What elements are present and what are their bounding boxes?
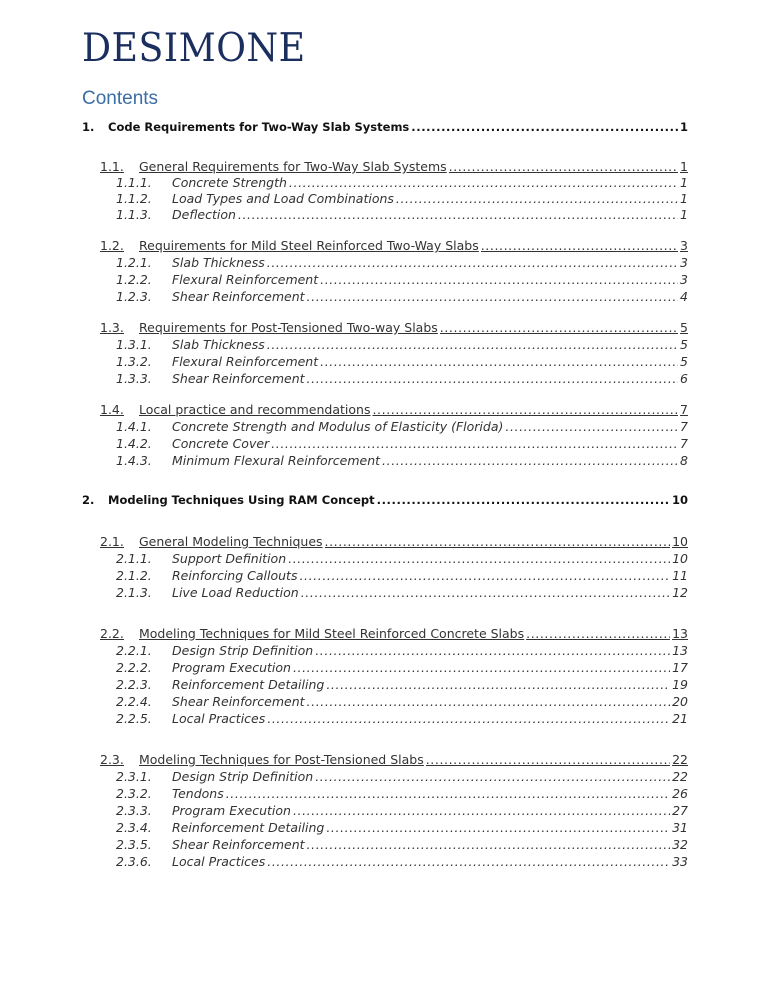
toc-entry-title[interactable]: Design Strip Definition — [172, 643, 314, 658]
toc-entry-level-2[interactable] — [100, 534, 688, 552]
toc-entry-title[interactable]: Minimum Flexural Reinforcement — [172, 453, 381, 468]
toc-entry-title[interactable]: Design Strip Definition — [172, 769, 314, 784]
toc-dot-leader — [307, 371, 679, 386]
toc-entry-title[interactable]: Local Practices — [172, 711, 266, 726]
toc-entry-title[interactable]: Flexural Reinforcement — [172, 272, 319, 287]
toc-entry-number: 2.2.5. — [116, 711, 152, 726]
toc-entry-page-number[interactable]: 3 — [680, 238, 688, 253]
toc-dot-leader — [481, 238, 678, 253]
toc-dot-leader — [301, 585, 670, 600]
toc-dot-leader — [267, 255, 678, 270]
toc-entry-number: 2. — [82, 493, 95, 507]
toc-dot-leader — [326, 820, 670, 835]
toc-entry-page-number[interactable]: 3 — [680, 272, 688, 287]
toc-entry-page-number[interactable]: 5 — [680, 337, 688, 352]
toc-entry-page-number[interactable]: 27 — [672, 803, 688, 818]
toc-entry-level-3[interactable] — [116, 419, 688, 437]
toc-entry-page-number[interactable]: 5 — [680, 320, 688, 335]
toc-entry-page-number[interactable]: 7 — [680, 419, 688, 434]
toc-dot-leader — [267, 711, 670, 726]
toc-entry-title[interactable]: Program Execution — [172, 803, 291, 818]
toc-entry-number: 1.4. — [100, 402, 124, 417]
toc-entry-level-3[interactable] — [116, 371, 688, 389]
toc-entry-page-number[interactable]: 11 — [672, 568, 688, 583]
toc-entry-title[interactable]: Load Types and Load Combinations — [172, 191, 394, 206]
toc-entry-level-3[interactable] — [116, 643, 688, 661]
toc-entry-number: 2.3.6. — [116, 854, 152, 869]
toc-dot-leader — [396, 191, 678, 206]
toc-dot-leader — [226, 786, 670, 801]
toc-entry-number: 2.3. — [100, 752, 124, 767]
toc-entry-number: 2.3.4. — [116, 820, 152, 835]
toc-entry-level-3[interactable] — [116, 551, 688, 569]
toc-entry-number: 2.2.3. — [116, 677, 152, 692]
toc-entry-number: 1.3.2. — [116, 354, 152, 369]
toc-dot-leader — [238, 207, 678, 222]
toc-entry-number: 2.1.1. — [116, 551, 152, 566]
toc-dot-leader — [377, 493, 670, 507]
toc-entry-number: 1.3.3. — [116, 371, 152, 386]
toc-entry-level-3[interactable] — [116, 711, 688, 729]
toc-entry-level-3[interactable] — [116, 289, 688, 307]
toc-entry-level-3[interactable] — [116, 354, 688, 372]
toc-entry-title[interactable]: Shear Reinforcement — [172, 371, 305, 386]
toc-dot-leader — [326, 677, 670, 692]
toc-entry-level-3[interactable] — [116, 769, 688, 787]
toc-entry-number: 2.2.4. — [116, 694, 152, 709]
toc-dot-leader — [267, 854, 670, 869]
toc-entry-level-3[interactable] — [116, 837, 688, 855]
toc-dot-leader — [289, 175, 678, 190]
toc-entry-title[interactable]: Reinforcement Detailing — [172, 820, 325, 835]
toc-entry-number: 1.2. — [100, 238, 124, 253]
toc-entry-page-number[interactable]: 3 — [680, 255, 688, 270]
toc-entry-page-number[interactable]: 13 — [672, 626, 688, 641]
toc-entry-number: 2.2.2. — [116, 660, 152, 675]
toc-entry-title[interactable]: Concrete Cover — [172, 436, 270, 451]
toc-entry-level-2[interactable] — [100, 752, 688, 770]
toc-entry-page-number[interactable]: 1 — [679, 120, 688, 134]
toc-entry-level-3[interactable] — [116, 207, 688, 225]
toc-entry-title[interactable]: Shear Reinforcement — [172, 694, 305, 709]
toc-entry-page-number[interactable]: 20 — [672, 694, 688, 709]
toc-entry-number: 1.4.2. — [116, 436, 152, 451]
toc-entry-title[interactable]: Reinforcement Detailing — [172, 677, 325, 692]
toc-entry-page-number[interactable]: 4 — [680, 289, 688, 304]
toc-entry-page-number[interactable]: 19 — [672, 677, 688, 692]
toc-entry-number: 1.4.1. — [116, 419, 152, 434]
toc-entry-title[interactable]: Modeling Techniques Using RAM Concept — [108, 493, 375, 507]
toc-entry-level-3[interactable] — [116, 436, 688, 454]
toc-entry-number: 1. — [82, 120, 95, 134]
toc-entry-page-number[interactable]: 10 — [671, 493, 688, 507]
toc-entry-page-number[interactable]: 13 — [672, 643, 688, 658]
toc-entry-title[interactable]: Concrete Strength and Modulus of Elasticity (Florida) — [172, 419, 504, 434]
toc-entry-page-number[interactable]: 6 — [680, 371, 688, 386]
toc-entry-number: 2.3.1. — [116, 769, 152, 784]
toc-entry-page-number[interactable]: 7 — [680, 402, 688, 417]
toc-entry-level-3[interactable] — [116, 677, 688, 695]
toc-entry-page-number[interactable]: 33 — [672, 854, 688, 869]
toc-entry-level-3[interactable] — [116, 255, 688, 273]
toc-dot-leader — [505, 419, 678, 434]
toc-entry-page-number[interactable]: 8 — [680, 453, 688, 468]
toc-dot-leader — [307, 837, 671, 852]
toc-entry-title[interactable]: Support Definition — [172, 551, 287, 566]
toc-entry-number: 1.3. — [100, 320, 124, 335]
toc-entry-level-3[interactable] — [116, 585, 688, 603]
toc-dot-leader — [293, 660, 670, 675]
toc-entry-page-number[interactable]: 10 — [672, 534, 688, 549]
toc-entry-number: 2.1. — [100, 534, 124, 549]
toc-entry-title[interactable]: Live Load Reduction — [172, 585, 299, 600]
toc-dot-leader — [449, 159, 678, 174]
toc-entry-title[interactable]: General Requirements for Two-Way Slab Systems — [139, 159, 447, 174]
toc-entry-level-2[interactable] — [100, 626, 688, 644]
toc-entry-page-number[interactable]: 10 — [672, 551, 688, 566]
toc-entry-title[interactable]: Local Practices — [172, 854, 266, 869]
toc-entry-title[interactable]: Shear Reinforcement — [172, 837, 305, 852]
toc-dot-leader — [288, 551, 670, 566]
toc-entry-number: 1.3.1. — [116, 337, 152, 352]
toc-dot-leader — [320, 354, 678, 369]
toc-entry-page-number[interactable]: 22 — [672, 752, 688, 767]
toc-entry-level-2[interactable] — [100, 402, 688, 420]
toc-entry-page-number[interactable]: 21 — [672, 711, 688, 726]
toc-entry-page-number[interactable]: 1 — [680, 159, 688, 174]
toc-entry-title[interactable]: Modeling Techniques for Post-Tensioned Slabs — [139, 752, 424, 767]
toc-entry-number: 1.2.1. — [116, 255, 152, 270]
toc-entry-level-3[interactable] — [116, 272, 688, 290]
toc-dot-leader — [440, 320, 678, 335]
toc-entry-title[interactable]: Shear Reinforcement — [172, 289, 305, 304]
toc-dot-leader — [372, 402, 678, 417]
toc-entry-title[interactable]: Requirements for Post-Tensioned Two-way Slabs — [139, 320, 438, 335]
toc-dot-leader — [526, 626, 670, 641]
toc-entry-title[interactable]: Tendons — [172, 786, 224, 801]
toc-entry-title[interactable]: Deflection — [172, 207, 236, 222]
toc-entry-level-3[interactable] — [116, 568, 688, 586]
toc-entry-number: 2.2. — [100, 626, 124, 641]
toc-dot-leader — [293, 803, 670, 818]
toc-entry-number: 2.1.3. — [116, 585, 152, 600]
toc-dot-leader — [307, 289, 679, 304]
toc-entry-page-number[interactable]: 22 — [672, 769, 688, 784]
toc-dot-leader — [271, 436, 678, 451]
toc-entry-number: 1.2.2. — [116, 272, 152, 287]
toc-entry-title[interactable]: Slab Thickness — [172, 337, 265, 352]
toc-entry-page-number[interactable]: 7 — [680, 436, 688, 451]
toc-entry-number: 1.2.3. — [116, 289, 152, 304]
toc-entry-number: 1.1. — [100, 159, 124, 174]
toc-entry-level-2[interactable] — [100, 238, 688, 256]
toc-entry-page-number[interactable]: 1 — [680, 207, 688, 222]
toc-dot-leader — [426, 752, 670, 767]
toc-entry-page-number[interactable]: 17 — [672, 660, 688, 675]
toc-entry-level-3[interactable] — [116, 820, 688, 838]
toc-entry-number: 1.1.1. — [116, 175, 152, 190]
toc-entry-page-number[interactable]: 1 — [680, 191, 688, 206]
toc-entry-title[interactable]: Reinforcing Callouts — [172, 568, 298, 583]
toc-entry-title[interactable]: Flexural Reinforcement — [172, 354, 319, 369]
toc-entry-number: 2.3.5. — [116, 837, 152, 852]
toc-entry-page-number[interactable]: 31 — [672, 820, 688, 835]
toc-dot-leader — [325, 534, 671, 549]
toc-entry-level-3[interactable] — [116, 660, 688, 678]
toc-entry-title[interactable]: Slab Thickness — [172, 255, 265, 270]
toc-entry-number: 2.2.1. — [116, 643, 152, 658]
toc-dot-leader — [315, 769, 670, 784]
toc-entry-number: 2.1.2. — [116, 568, 152, 583]
toc-entry-level-3[interactable] — [116, 803, 688, 821]
company-logo-text: DESIMONE — [82, 26, 306, 71]
toc-entry-number: 1.1.3. — [116, 207, 152, 222]
toc-entry-number: 1.4.3. — [116, 453, 152, 468]
toc-entry-level-1[interactable] — [82, 120, 688, 138]
toc-entry-page-number[interactable]: 5 — [680, 354, 688, 369]
toc-entry-level-3[interactable] — [116, 786, 688, 804]
toc-entry-page-number[interactable]: 32 — [672, 837, 688, 852]
toc-dot-leader — [299, 568, 670, 583]
toc-entry-title[interactable]: Program Execution — [172, 660, 291, 675]
toc-dot-leader — [307, 694, 671, 709]
toc-entry-title[interactable]: Requirements for Mild Steel Reinforced Two-Way Slabs — [139, 238, 479, 253]
toc-entry-level-2[interactable] — [100, 320, 688, 338]
toc-entry-level-3[interactable] — [116, 453, 688, 471]
toc-dot-leader — [267, 337, 678, 352]
toc-entry-page-number[interactable]: 26 — [672, 786, 688, 801]
toc-dot-leader — [411, 120, 678, 134]
toc-entry-title[interactable]: General Modeling Techniques — [139, 534, 323, 549]
toc-entry-title[interactable]: Concrete Strength — [172, 175, 287, 190]
toc-entry-number: 2.3.3. — [116, 803, 152, 818]
contents-heading: Contents — [82, 88, 159, 109]
toc-entry-level-3[interactable] — [116, 854, 688, 872]
toc-dot-leader — [382, 453, 678, 468]
toc-entry-title[interactable]: Code Requirements for Two-Way Slab Systems — [108, 120, 410, 134]
toc-entry-level-1[interactable] — [82, 493, 688, 511]
toc-entry-page-number[interactable]: 12 — [672, 585, 688, 600]
toc-entry-title[interactable]: Modeling Techniques for Mild Steel Reinforced Concrete Slabs — [139, 626, 525, 641]
toc-entry-level-3[interactable] — [116, 694, 688, 712]
toc-entry-page-number[interactable]: 1 — [680, 175, 688, 190]
toc-entry-level-3[interactable] — [116, 337, 688, 355]
toc-entry-number: 2.3.2. — [116, 786, 152, 801]
toc-entry-title[interactable]: Local practice and recommendations — [139, 402, 371, 417]
toc-dot-leader — [315, 643, 670, 658]
toc-entry-number: 1.1.2. — [116, 191, 152, 206]
toc-dot-leader — [320, 272, 678, 287]
